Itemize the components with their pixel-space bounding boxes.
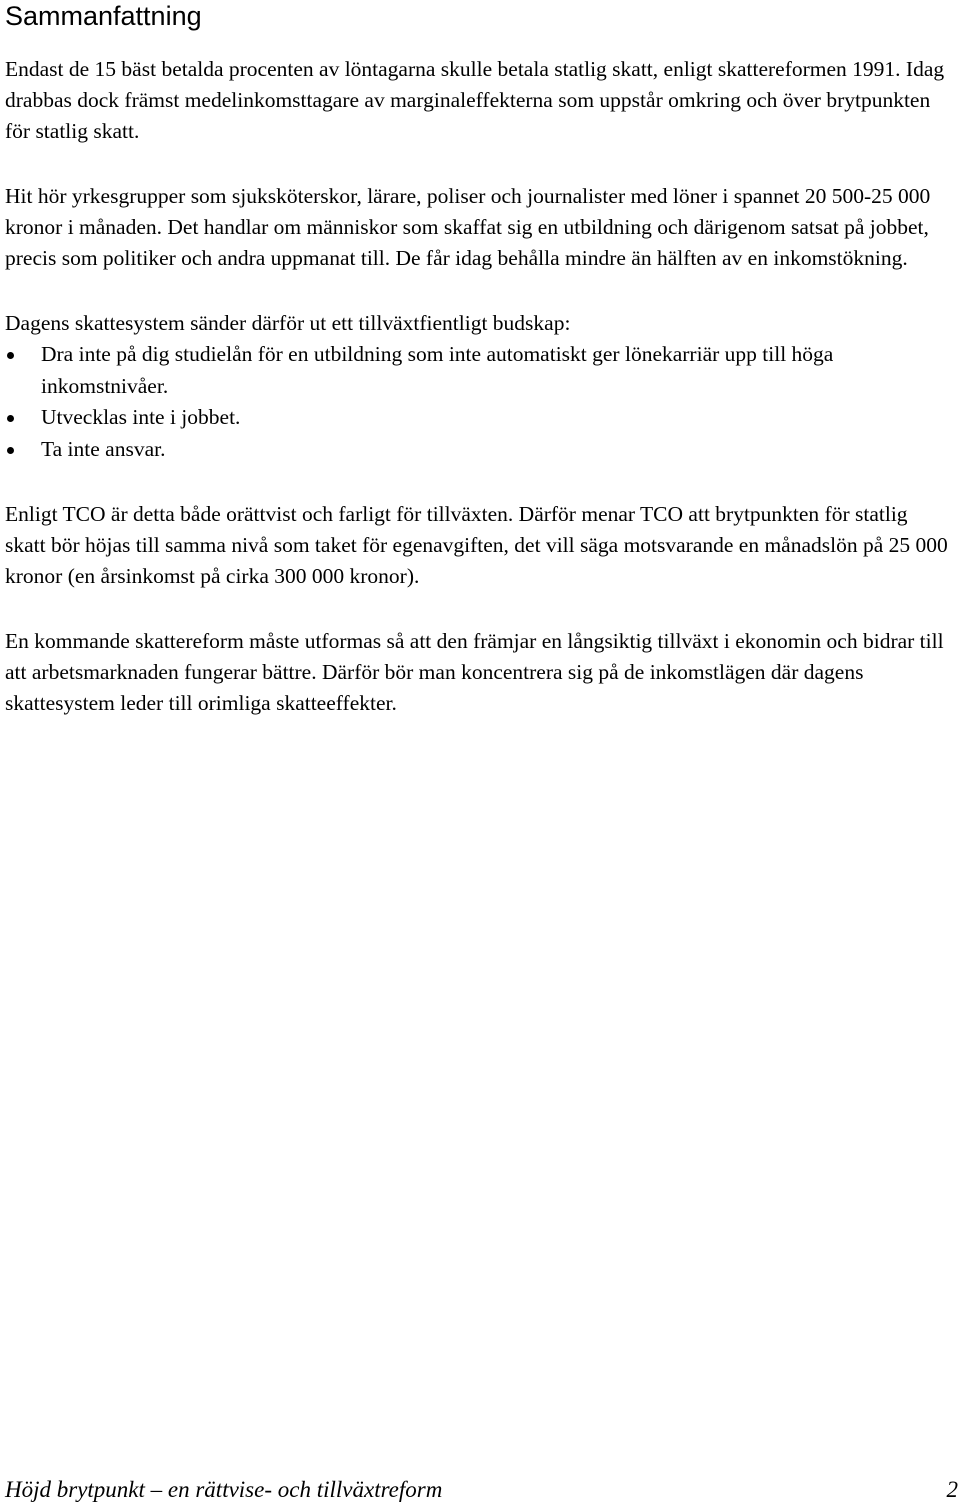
list-item xyxy=(5,434,953,466)
message-bullet-list xyxy=(5,339,953,465)
footer-title: Höjd brytpunkt – en rättvise- och tillväxtreform xyxy=(5,1477,443,1502)
bullet-icon xyxy=(7,352,14,359)
list-item-text: Utvecklas inte i jobbet. xyxy=(41,405,241,429)
paragraph-message-lead: Dagens skattesystem sänder därför ut ett tillväxtfientligt budskap: xyxy=(5,311,571,335)
bullet-icon xyxy=(7,447,14,454)
list-item xyxy=(5,339,953,402)
page-heading: Sammanfattning xyxy=(5,1,202,31)
list-item xyxy=(5,402,953,434)
paragraph-occupations: Hit hör yrkesgrupper som sjuksköterskor, lärare, poliser och journalister med löner i spannet 20 500-25 000 kronor i månaden. Det handlar om människor som skaffat sig en utbildning och därigenom satsat på jobbet, precis som politiker och andra uppmanat till. De får idag behålla mindre än hälften av en inkomstökning. xyxy=(5,184,931,270)
document-page xyxy=(5,0,953,719)
list-item-text: Ta inte ansvar. xyxy=(41,436,166,461)
paragraph-tco-position: Enligt TCO är detta både orättvist och farligt för tillväxten. Därför menar TCO att brytpunkten för statlig skatt bör höjas till samma nivå som taket för egenavgiften, det vill säga motsvarande en månadslön på 25 000 kronor (en årsinkomst på cirka 300 000 kronor). xyxy=(5,502,948,588)
paragraph-tax-reform: En kommande skattereform måste utformas så att den främjar en långsiktig tillväxt i ekonomin och bidrar till att arbetsmarknaden fungerar bättre. Därför bör man koncentrera sig på de inkomstlägen där dagens skattesystem leder till orimliga skatteeffekter. xyxy=(5,629,944,715)
page-number: 2 xyxy=(946,1477,958,1502)
list-item-text: Dra inte på dig studielån för en utbildning som inte automatiskt ger lönekarriär upp till höga inkomstnivåer. xyxy=(41,342,834,398)
paragraph-intro: Endast de 15 bäst betalda procenten av löntagarna skulle betala statlig skatt, enligt skattereformen 1991. Idag drabbas dock främst medelinkomsttagare av marginaleffekterna som uppstår omkring och över brytpunkten för statlig skatt. xyxy=(5,57,945,143)
bullet-icon xyxy=(7,415,14,422)
